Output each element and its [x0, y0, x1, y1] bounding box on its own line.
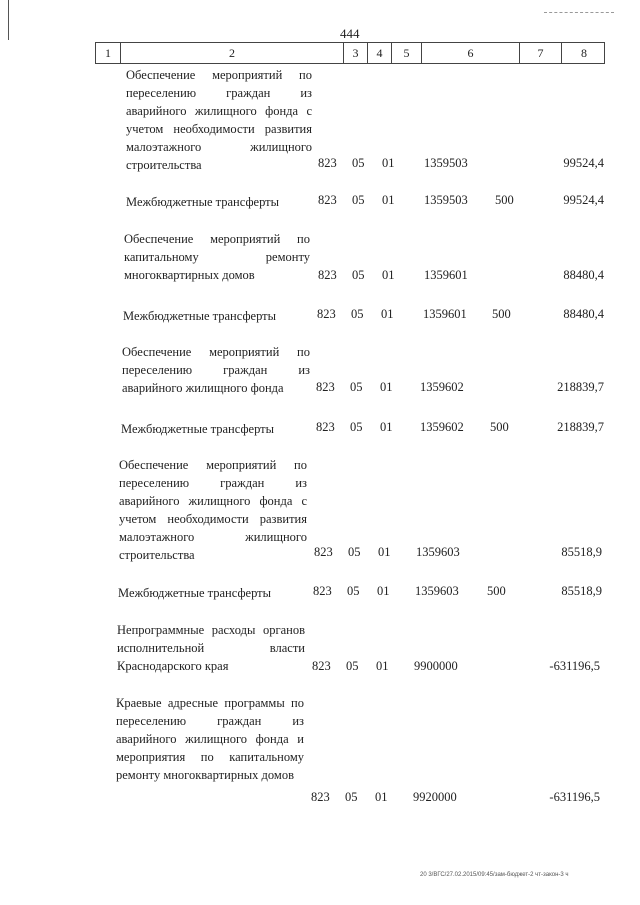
row-col-4: 05	[351, 307, 364, 321]
scan-edge-mark-top	[544, 12, 614, 14]
row-col-6: 1359601	[424, 268, 468, 282]
row-col-5: 01	[382, 193, 395, 207]
row-col-5: 01	[382, 268, 395, 282]
row-name: Межбюджетные трансферты	[126, 195, 280, 209]
row-name: Обеспечение мероприятий по переселению граждан из аварийного жилищного фонда с учетом необходимости развития малоэтажного жилищного строительства	[119, 458, 307, 562]
row-name: Обеспечение мероприятий по переселению граждан из аварийного жилищного фонда	[122, 345, 310, 395]
row-name: Непрограммные расходы органов исполнительной власти Краснодарского края	[117, 623, 305, 673]
row-col-5: 01	[380, 380, 393, 394]
header-col-6: 6	[422, 43, 520, 63]
row-col-4: 05	[352, 156, 365, 170]
row-col-5: 01	[376, 659, 389, 673]
header-col-7: 7	[520, 43, 562, 63]
row-col-7: 500	[495, 193, 514, 207]
row-col-8: 85518,9	[561, 545, 602, 559]
table-header	[95, 42, 605, 64]
row-col-8: 99524,4	[563, 156, 604, 170]
row-col-5: 01	[381, 307, 394, 321]
row-col-7: 500	[492, 307, 511, 321]
header-col-2: 2	[121, 43, 344, 63]
document-footer-code: 20 3/ВГС/27.02.2015/09:45/зам-бюджет-2 чт-закон-3 ч	[420, 872, 569, 878]
row-col-5: 01	[377, 584, 390, 598]
page-number: 444	[340, 26, 360, 41]
row-col-3: 823	[318, 193, 337, 207]
row-col-7: 500	[490, 420, 509, 434]
row-col-3: 823	[313, 584, 332, 598]
row-col-5: 01	[375, 790, 388, 804]
row-col-4: 05	[345, 790, 358, 804]
row-col-8: 218839,7	[557, 420, 604, 434]
row-name: Обеспечение мероприятий по переселению граждан из аварийного жилищного фонда с учетом необходимости развития малоэтажного жилищного строительства	[126, 68, 312, 172]
row-col-4: 05	[346, 659, 359, 673]
row-col-4: 05	[352, 268, 365, 282]
row-col-3: 823	[312, 659, 331, 673]
row-col-8: 88480,4	[563, 307, 604, 321]
row-name: Межбюджетные трансферты	[118, 586, 272, 600]
row-col-6: 1359602	[420, 380, 464, 394]
header-col-4: 4	[368, 43, 392, 63]
row-col-8: 218839,7	[557, 380, 604, 394]
row-col-5: 01	[382, 156, 395, 170]
row-col-3: 823	[316, 380, 335, 394]
row-col-4: 05	[350, 380, 363, 394]
row-col-8: -631196,5	[549, 659, 600, 673]
row-col-8: 88480,4	[563, 268, 604, 282]
row-col-5: 01	[378, 545, 391, 559]
row-col-6: 1359603	[416, 545, 460, 559]
row-col-6: 1359603	[415, 584, 459, 598]
row-name: Обеспечение мероприятий по капитальному ремонту многоквартирных домов	[124, 232, 310, 282]
scan-edge-mark	[8, 0, 9, 40]
row-col-3: 823	[316, 420, 335, 434]
row-col-4: 05	[348, 545, 361, 559]
header-col-1: 1	[96, 43, 121, 63]
row-col-6: 9920000	[413, 790, 457, 804]
row-col-8: -631196,5	[549, 790, 600, 804]
row-col-8: 85518,9	[561, 584, 602, 598]
row-col-6: 1359601	[423, 307, 467, 321]
row-col-6: 9900000	[414, 659, 458, 673]
row-name: Краевые адресные программы по переселению граждан из аварийного жилищного фонда и мероприятия по капитальному ремонту многоквартирных домов	[116, 696, 304, 782]
header-col-5: 5	[392, 43, 422, 63]
header-col-8: 8	[581, 46, 587, 60]
row-col-3: 823	[314, 545, 333, 559]
row-col-3: 823	[318, 156, 337, 170]
row-col-3: 823	[318, 268, 337, 282]
header-col-3: 3	[344, 43, 368, 63]
row-name: Межбюджетные трансферты	[121, 422, 275, 436]
row-col-6: 1359602	[420, 420, 464, 434]
row-col-4: 05	[350, 420, 363, 434]
row-col-3: 823	[317, 307, 336, 321]
row-name: Межбюджетные трансферты	[123, 309, 277, 323]
row-col-3: 823	[311, 790, 330, 804]
row-col-8: 99524,4	[563, 193, 604, 207]
row-col-4: 05	[352, 193, 365, 207]
row-col-6: 1359503	[424, 193, 468, 207]
row-col-7: 500	[487, 584, 506, 598]
row-col-4: 05	[347, 584, 360, 598]
row-col-5: 01	[380, 420, 393, 434]
row-col-6: 1359503	[424, 156, 468, 170]
